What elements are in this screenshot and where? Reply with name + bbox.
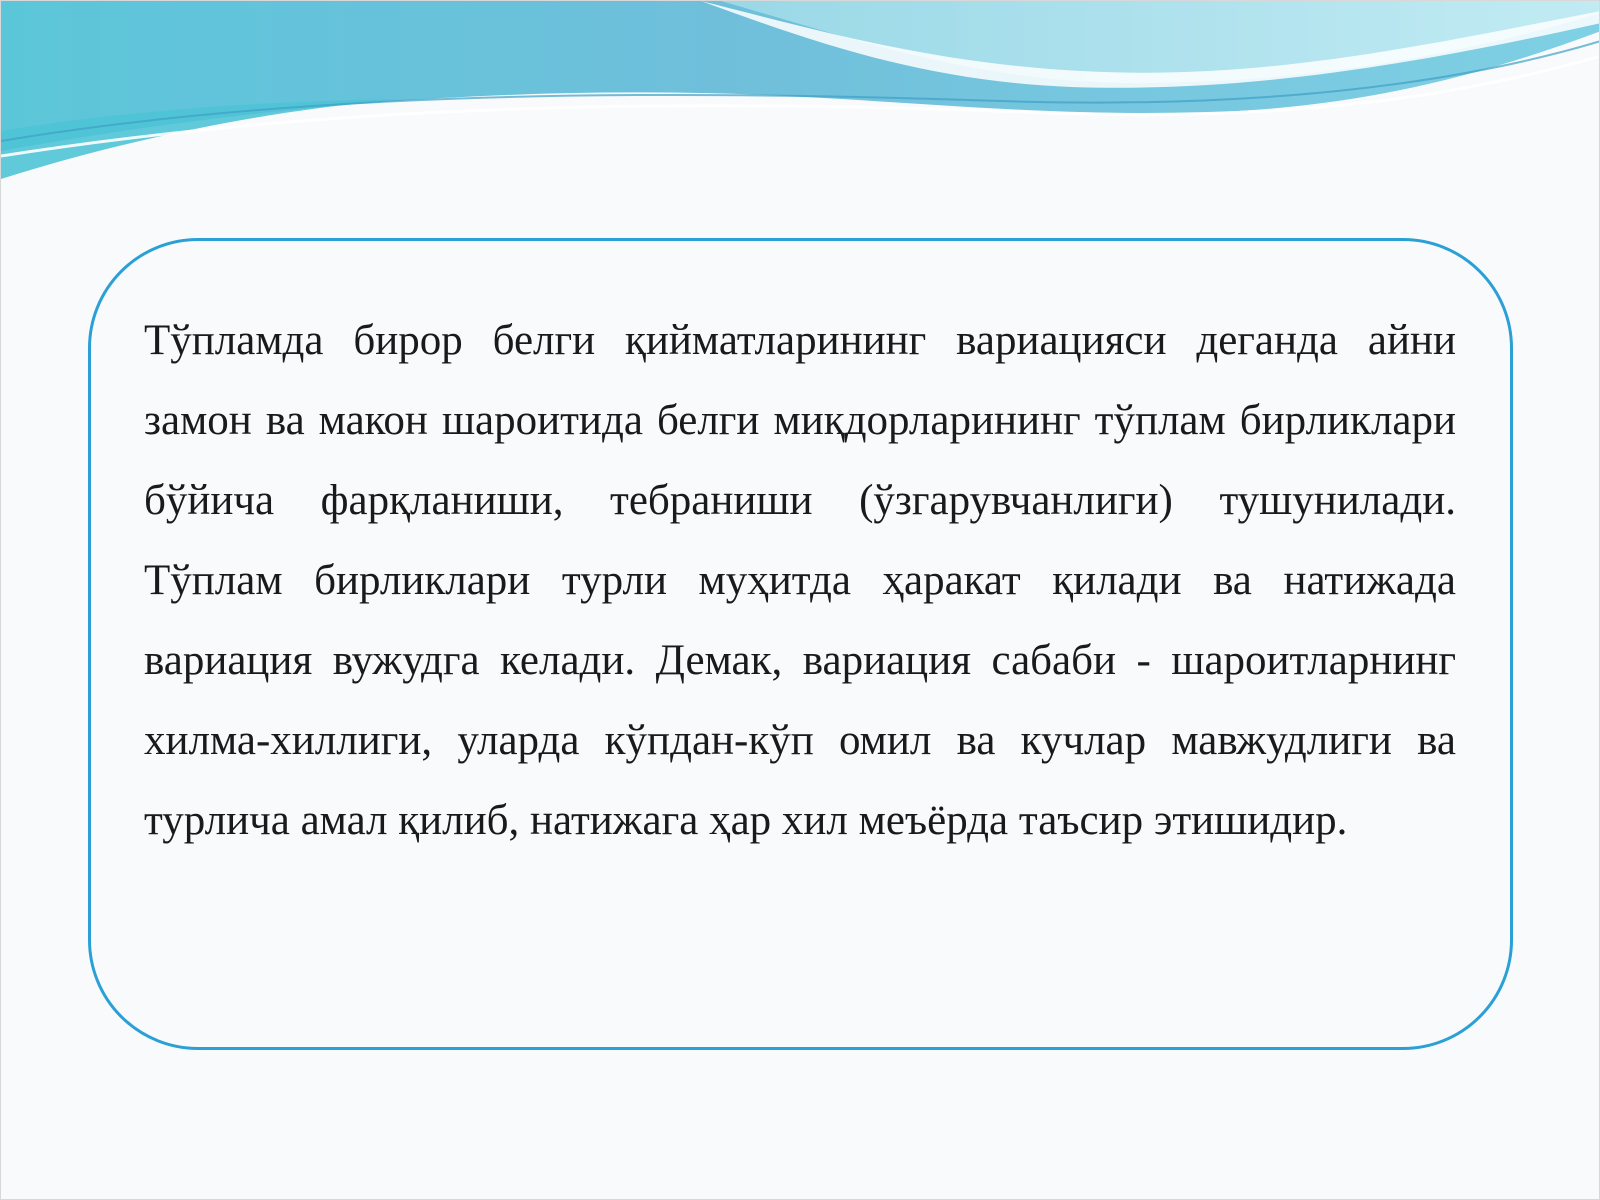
body-paragraph: Тўпламда бирор белги қийматларининг вариацияси деганда айни замон ва макон шароитида белги миқдорларининг тўплам бирликлари бўйича фарқланиши, тебраниши (ўзгарувчанлиги) тушунилади. Тўплам бирликлари турли муҳитда ҳаракат қилади ва натижада вариация вужудга келади. Демак, вариация сабаби - шароитларнинг хилма-хиллиги, уларда кўпдан-кўп омил ва кучлар мавжудлиги ва турлича амал қилиб, натижага ҳар хил меъёрда таъсир этишидир. (144, 317, 1456, 844)
wave-header-decoration (1, 1, 1600, 191)
